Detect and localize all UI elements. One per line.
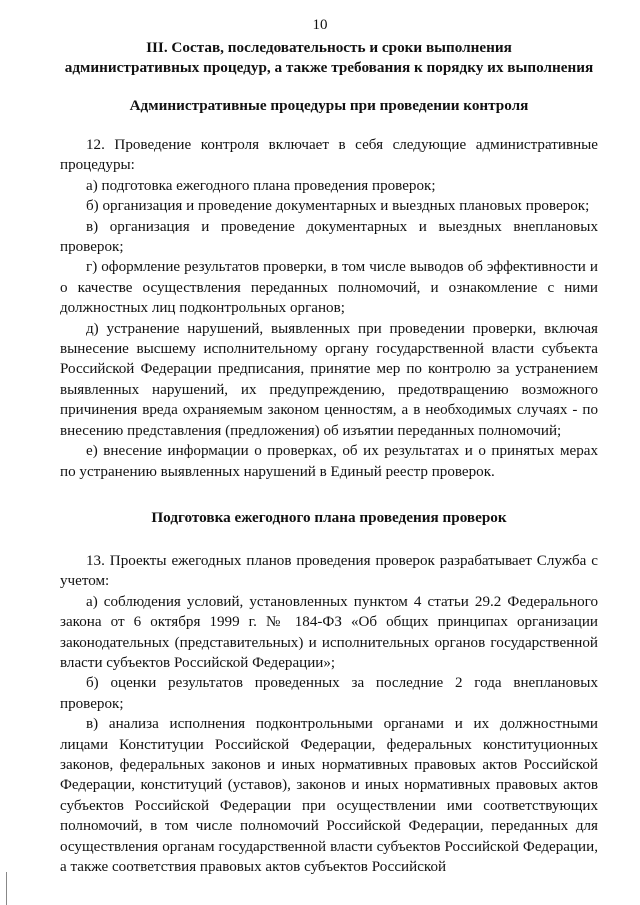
scan-margin-line: [6, 872, 7, 905]
list-item-v: в) организация и проведение документарных и выездных внеплановых проверок;: [60, 218, 598, 256]
plan-item-a: а) соблюдения условий, установленных пунктом 4 статьи 29.2 Федерального закона от 6 октября 1999 г. № 184-ФЗ «Об общих принципах организации законодательных (представительных) и исполнительных органов государственной власти субъектов Российской Федерации»;: [60, 593, 598, 671]
section-title-line-2: административных процедур, а также требования к порядку их выполнения: [64, 59, 594, 76]
subheading-control-procedures: Административные процедуры при проведении контроля: [129, 97, 529, 114]
list-item-e: е) внесение информации о проверках, об их результатах и о принятых мерах по устранению выявленных нарушений в Единый реестр проверок.: [60, 443, 598, 480]
plan-item-b: б) оценки результатов проведенных за последние 2 года внеплановых проверок;: [60, 675, 598, 712]
plan-item-v: в) анализа исполнения подконтрольными органами и их должностными лицами Конституции Российской Федерации, федеральных конституционных законов, федеральных законов и иных нормативных правовых актов Российской Федерации, конституций (уставов), законов и иных нормативных правовых актов субъектов Российской Федерации при осуществлении ими соответствующих полномочий, в том числе полномочий Российской Федерации, переданных для осуществления органам государственной власти субъектов Российской Федерации, а также соответствия правовых актов субъектов Российской: [60, 716, 598, 875]
list-item-a: а) подготовка ежегодного плана проведения проверок;: [86, 177, 436, 194]
paragraph-13: 13. Проекты ежегодных планов проведения проверок разрабатывает Служба с учетом:: [60, 552, 598, 590]
list-item-g: г) оформление результатов проверки, в том числе выводов об эффективности и о качестве осуществления переданных полномочий, и ознакомление с ними должностных лиц подконтрольных органов;: [60, 259, 598, 317]
subheading-annual-plan: Подготовка ежегодного плана проведения проверок: [151, 508, 507, 526]
page-number: 10: [312, 17, 328, 33]
section-title-line-1: III. Состав, последовательность и сроки выполнения: [146, 39, 512, 56]
page-content: [60, 38, 598, 877]
procedures-list: [60, 135, 598, 482]
list-item-b: б) организация и проведение документарных и выездных плановых проверок;: [86, 198, 590, 215]
paragraph-12: 12. Проведение контроля включает в себя следующие административные процедуры:: [60, 137, 598, 174]
annual-plan-list: [60, 551, 598, 878]
list-item-d: д) устранение нарушений, выявленных при проведении проверки, включая вынесение высшему исполнительному органу государственной власти субъекта Российской Федерации предписания, принятие мер по контролю за устранением выявленных нарушений, их предупреждению, предотвращению возможного причинения вреда охраняемым законом ценностям, а в необходимых случаях - по внесению представления (предложения) об изъятии переданных полномочий;: [60, 320, 598, 439]
